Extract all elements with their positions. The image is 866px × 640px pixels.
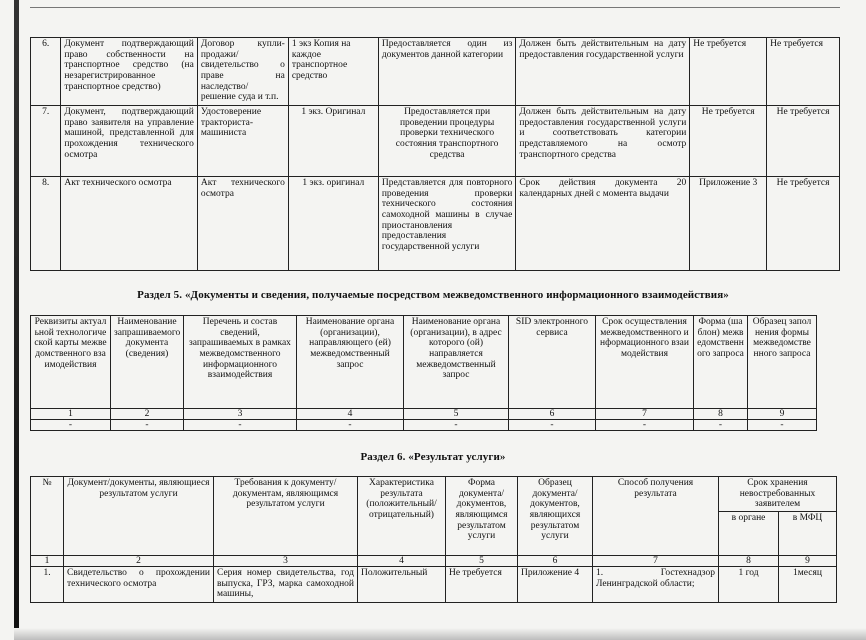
top-table-edge	[30, 7, 840, 8]
header-cell: Наименование органа (организации), направляющего (ей) межведомственный запрос	[297, 316, 404, 409]
document-sample: Не требуется	[767, 106, 840, 177]
result-characteristic: Положительный	[358, 566, 446, 602]
column-number: 6	[509, 409, 596, 420]
header-cell: Требования к документу/документам, являющимся результатом услуги	[214, 477, 358, 556]
empty-cell: -	[404, 420, 509, 431]
header-cell: Способ получения результата	[593, 477, 719, 556]
document-name: Документ подтверждающий право собственности на транспортное средство (на незарегистрированное транспортное средство)	[61, 38, 198, 106]
column-number: 6	[518, 555, 593, 566]
header-cell: Срок осуществления межведомственного информационного взаимодействия	[596, 316, 694, 409]
storage-mfc: 1месяц	[779, 566, 837, 602]
column-number: 7	[596, 409, 694, 420]
empty-cell: -	[748, 420, 817, 431]
table-row	[31, 106, 840, 177]
column-number: 1	[31, 409, 111, 420]
empty-cell: -	[297, 420, 404, 431]
column-number: 5	[404, 409, 509, 420]
empty-cell: -	[509, 420, 596, 431]
document-kind: Акт технического осмотра	[197, 177, 288, 271]
scan-left-edge	[14, 0, 19, 640]
empty-cell: -	[596, 420, 694, 431]
document-quantity: 1 экз Копия на каждое транспортное средство	[288, 38, 378, 106]
number-row	[31, 409, 817, 420]
column-number: 4	[297, 409, 404, 420]
storage-organ: 1 год	[719, 566, 779, 602]
document-requirements: Должен быть действительным на дату предоставления государственной услуги и соответствовать категории представляемого на осмотр транспортного средства	[516, 106, 690, 177]
header-cell: Форма (шаблон) межведомственного запроса	[694, 316, 748, 409]
document-kind: Удостоверение тракториста-машиниста	[197, 106, 288, 177]
header-cell: Документ/документы, являющиеся результатом услуги	[64, 477, 214, 556]
empty-cell: -	[184, 420, 297, 431]
documents-table	[30, 37, 840, 271]
document-form: Не требуется	[690, 38, 767, 106]
result-sample: Приложение 4	[518, 566, 593, 602]
header-cell: в органе	[719, 511, 779, 555]
document-form: Приложение 3	[690, 177, 767, 271]
empty-cell: -	[694, 420, 748, 431]
header-cell: SID электронного сервиса	[509, 316, 596, 409]
header-cell: Образец заполнения формы межведомственного запроса	[748, 316, 817, 409]
column-number: 7	[593, 555, 719, 566]
column-number: 9	[748, 409, 817, 420]
column-number: 2	[111, 409, 184, 420]
section-5-title: Раздел 5. «Документы и сведения, получаемые посредством межведомственного информационного взаимодействия»	[137, 289, 729, 301]
header-row	[31, 477, 837, 512]
document-name: Акт технического осмотра	[61, 177, 198, 271]
column-number: 4	[358, 555, 446, 566]
table-row	[31, 38, 840, 106]
column-number: 3	[214, 555, 358, 566]
section-6-title: Раздел 6. «Результат услуги»	[360, 451, 506, 463]
document-condition: Предоставляется один из документов данной категории	[378, 38, 516, 106]
row-number: 8.	[31, 177, 61, 271]
table-row	[31, 420, 817, 431]
empty-cell: -	[111, 420, 184, 431]
row-number: 7.	[31, 106, 61, 177]
header-cell: Характеристика результата (положительный/отрицательный)	[358, 477, 446, 556]
document-requirements: Срок действия документа 20 календарных дней с момента выдачи	[516, 177, 690, 271]
header-cell: Наименование органа (организации), в адрес которого (ой) направляется межведомственный запрос	[404, 316, 509, 409]
header-row	[31, 316, 817, 409]
column-number: 3	[184, 409, 297, 420]
header-cell: Реквизиты актуальной технологической карты межведомственного взаимодействия	[31, 316, 111, 409]
column-number: 2	[64, 555, 214, 566]
column-number: 5	[446, 555, 518, 566]
scan-bottom-edge	[14, 628, 866, 640]
document-requirements: Должен быть действительным на дату предоставления государственной услуги	[516, 38, 690, 106]
result-method: 1. Гостехнадзор Ленинградской области;	[593, 566, 719, 602]
document-sample: Не требуется	[767, 38, 840, 106]
header-cell: Наименование запрашиваемого документа (сведения)	[111, 316, 184, 409]
document-condition: Предоставляется при проведении процедуры проверки технического состояния транспортного средства	[378, 106, 516, 177]
header-cell: №	[31, 477, 64, 556]
result-document: Свидетельство о прохождении технического осмотра	[64, 566, 214, 602]
result-form: Не требуется	[446, 566, 518, 602]
result-requirements: Серия номер свидетельства, год выпуска, ГРЗ, марка самоходной машины,	[214, 566, 358, 602]
header-cell: Перечень и состав сведений, запрашиваемых в рамках межведомственного информационного взаимодействия	[184, 316, 297, 409]
document-condition: Представляется для повторного проведения проверки технического состояния самоходной машины в случае приостановления предоставления государственной услуги	[378, 177, 516, 271]
document-kind: Договор купли-продажи/ свидетельство о праве на наследство/ решение суда и т.п.	[197, 38, 288, 106]
number-row	[31, 555, 837, 566]
section-6-table	[30, 476, 837, 603]
header-cell: Форма документа/документов, являющимся результатом услуги	[446, 477, 518, 556]
column-number: 9	[779, 555, 837, 566]
table-row	[31, 566, 837, 602]
empty-cell: -	[31, 420, 111, 431]
document-form: Не требуется	[690, 106, 767, 177]
document-quantity: 1 экз. оригинал	[288, 177, 378, 271]
document-name: Документ, подтверждающий право заявителя на управление машиной, представленной для прохождения технического осмотра	[61, 106, 198, 177]
document-sample: Не требуется	[767, 177, 840, 271]
document-quantity: 1 экз. Оригинал	[288, 106, 378, 177]
column-number: 8	[694, 409, 748, 420]
column-number: 1	[31, 555, 64, 566]
header-cell: Срок хранения невостребованных заявителем	[719, 477, 837, 512]
section-5-table	[30, 315, 817, 431]
row-number: 1.	[31, 566, 64, 602]
column-number: 8	[719, 555, 779, 566]
header-cell: в МФЦ	[779, 511, 837, 555]
header-cell: Образец документа/документов, являющихся результатом услуги	[518, 477, 593, 556]
table-row	[31, 177, 840, 271]
row-number: 6.	[31, 38, 61, 106]
